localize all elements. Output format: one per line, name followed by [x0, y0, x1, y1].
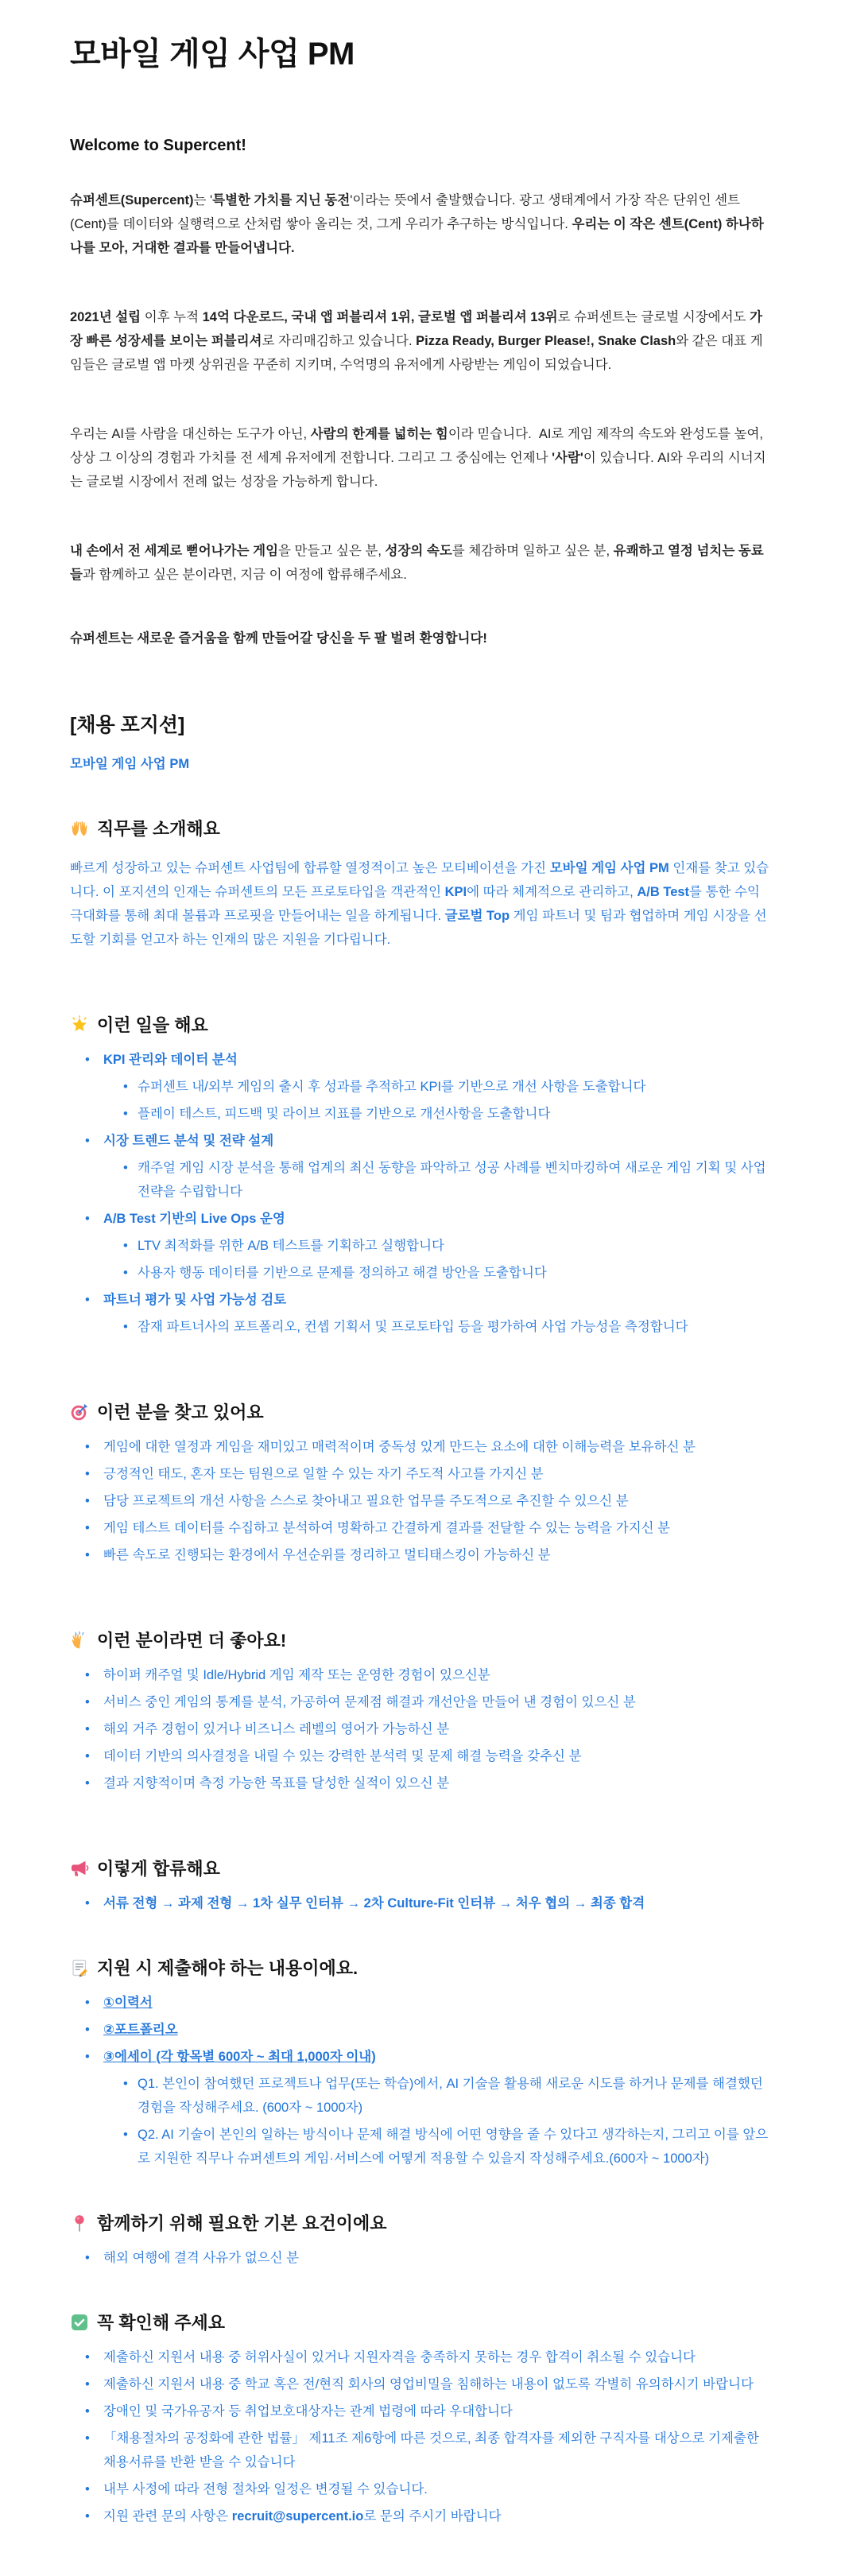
section-heading-process	[70, 1856, 771, 1880]
list-item: • 지원 관련 문의 사항은 recruit@supercent.io로 문의 주시기 바랍니다	[70, 2504, 771, 2528]
bullet-icon: •	[85, 1440, 90, 1454]
list-item: • 시장 트렌드 분석 및 전략 설계	[70, 1129, 771, 1153]
list-item: • 슈퍼센트 내/외부 게임의 출시 후 성과를 추적하고 KPI를 기반으로 개선 사항을 도출합니다	[70, 1075, 771, 1099]
list-item: • LTV 최적화를 위한 A/B 테스트를 기획하고 실행합니다	[70, 1234, 771, 1258]
megaphone-icon	[70, 1859, 89, 1878]
section-title: 꼭 확인해 주세요	[97, 2313, 225, 2333]
bullet-icon: •	[85, 2023, 90, 2037]
bullet-icon: •	[85, 1695, 90, 1709]
list-item: • Q2. AI 기술이 본인의 일하는 방식이나 문제 해결 방식에 어떤 영향을 줄 수 있다고 생각하는지, 그리고 이를 앞으로 지원한 직무나 슈퍼센트의 게임·서비스에 어떻게 적용할 수 있을지 작성해주세요.(600자 ~ 1000자)	[70, 2123, 771, 2171]
raised-hands-icon	[70, 819, 89, 838]
section-heading-requirements	[70, 1399, 771, 1424]
welcome-paragraph: 슈퍼센트는 새로운 즐거움을 함께 만들어갈 당신을 두 팔 벌려 환영합니다!	[70, 631, 487, 646]
bullet-icon: •	[85, 1293, 90, 1307]
section-title: 직무를 소개해요	[97, 819, 220, 839]
list-item: • 캐주얼 게임 시장 분석을 통해 업계의 최신 동향을 파악하고 성공 사례를 벤치마킹하여 새로운 게임 기획 및 사업 전략을 수립합니다	[70, 1156, 771, 1204]
bullet-icon: •	[123, 1239, 128, 1253]
page-title: 모바일 게임 사업 PM	[70, 37, 355, 72]
process-list	[70, 1891, 771, 1915]
section-title: 지원 시 제출해야 하는 내용이에요.	[97, 1958, 358, 1978]
bullet-icon: •	[85, 1134, 90, 1148]
list-item: • 게임에 대한 열정과 게임을 재미있고 매력적이며 중독성 있게 만드는 요소에 대한 이해능력을 보유하신 분	[70, 1435, 771, 1459]
bullet-icon: •	[85, 2377, 90, 2392]
list-item-link[interactable]: • ①이력서	[70, 1991, 771, 2015]
memo-icon	[70, 1958, 89, 1977]
list-item-link[interactable]: • ③에세이 (각 항목별 600자 ~ 최대 1,000자 이내)	[70, 2045, 771, 2069]
bullet-icon: •	[85, 2482, 90, 2496]
bullet-icon: •	[85, 2509, 90, 2524]
bullet-icon: •	[85, 2431, 90, 2446]
list-item: • Q1. 본인이 참여했던 프로젝트나 업무(또는 학습)에서, AI 기술을 활용해 새로운 시도를 하거나 문제를 해결했던 경험을 작성해주세요. (600자 ~ 1000자)	[70, 2072, 771, 2120]
section-heading-basic-requirements	[70, 2210, 771, 2235]
bullet-icon: •	[123, 1320, 128, 1334]
list-item: • 해외 거주 경험이 있거나 비즈니스 레벨의 영어가 가능하신 분	[70, 1717, 771, 1741]
list-item: • 담당 프로젝트의 개선 사항을 스스로 찾아내고 필요한 업무를 주도적으로 추진할 수 있으신 분	[70, 1489, 771, 1513]
dart-target-icon	[70, 1402, 89, 1422]
bullet-icon: •	[85, 1548, 90, 1562]
section-title: 이런 일을 해요	[97, 1015, 208, 1035]
list-item: • 「채용절차의 공정화에 관한 법률」 제11조 제6항에 따른 것으로, 최종 합격자를 제외한 구직자를 대상으로 기제출한 채용서류를 반환 받을 수 있습니다	[70, 2427, 771, 2474]
requirements-list	[70, 1435, 771, 1567]
bullet-icon: •	[85, 2251, 90, 2265]
section-heading-submission	[70, 1955, 771, 1980]
bullet-icon: •	[123, 1266, 128, 1280]
basic-requirements-list	[70, 2246, 771, 2270]
clapping-hands-icon	[70, 1631, 89, 1650]
bullet-icon: •	[85, 1521, 90, 1535]
list-item: • 결과 지향적이며 측정 가능한 목표를 달성한 실적이 있으신 분	[70, 1771, 771, 1795]
list-item: • 플레이 테스트, 피드백 및 라이브 지표를 기반으로 개선사항을 도출합니다	[70, 1102, 771, 1126]
welcome-paragraph: 2021년 설립 이후 누적 14억 다운로드, 국내 앱 퍼블리셔 1위, 글로벌 앱 퍼블리셔 13위로 슈퍼센트는 글로벌 시장에서도 가장 빠른 성장세를 보이는 퍼블리셔로 자리매김하고 있습니다. Pizza Ready, Burger Please!, Snake Clash와 같은 대표 게임들은 글로벌 앱 마켓 상위권을 꾸준히 지키며, 수억명의 유저에게 사랑받는 게임이 되었습니다.	[70, 310, 763, 372]
section-heading-job-intro	[70, 816, 771, 840]
list-item: • 긍정적인 태도, 혼자 또는 팀원으로 일할 수 있는 자기 주도적 사고를 가지신 분	[70, 1462, 771, 1486]
section-title: 이런 분을 찾고 있어요	[97, 1402, 264, 1422]
list-item: • 데이터 기반의 의사결정을 내릴 수 있는 강력한 분석력 및 문제 해결 능력을 갖추신 분	[70, 1744, 771, 1768]
bullet-icon: •	[85, 2050, 90, 2064]
responsibilities-list	[70, 1048, 771, 1339]
list-item: • 제출하신 지원서 내용 중 허위사실이 있거나 지원자격을 충족하지 못하는 경우 합격이 취소될 수 있습니다	[70, 2345, 771, 2369]
list-item: • 파트너 평가 및 사업 가능성 검토	[70, 1288, 771, 1312]
bullet-icon: •	[85, 1467, 90, 1481]
notice-list	[70, 2345, 771, 2528]
list-item: • 장애인 및 국가유공자 등 취업보호대상자는 관계 법령에 따라 우대합니다	[70, 2399, 771, 2423]
section-title: 이렇게 합류해요	[97, 1859, 220, 1879]
bullet-icon: •	[123, 1107, 128, 1121]
bullet-icon: •	[85, 1776, 90, 1790]
bullet-icon: •	[123, 2128, 128, 2142]
bullet-icon: •	[123, 2077, 128, 2091]
list-item: • 게임 테스트 데이터를 수집하고 분석하여 명확하고 간결하게 결과를 전달할 수 있는 능력을 가지신 분	[70, 1516, 771, 1540]
bullet-icon: •	[85, 1212, 90, 1226]
list-item: • 내부 사정에 따라 전형 절차와 일정은 변경될 수 있습니다.	[70, 2477, 771, 2501]
job-intro-paragraph: 빠르게 성장하고 있는 슈퍼센트 사업팀에 합류할 열정적이고 높은 모티베이션을 가진 모바일 게임 사업 PM 인재를 찾고 있습니다. 이 포지션의 인재는 슈퍼센트의 모든 프로토타입을 객관적인 KPI에 따라 체계적으로 관리하고, A/B Test를 통한 수익 극대화를 통해 최대 볼륨과 프로핏을 만들어내는 일을 하게됩니다. 글로벌 Top 게임 파트너 및 팀과 협업하며 게임 시장을 선도할 기회를 얻고자 하는 인재의 많은 지원을 기다립니다.	[70, 861, 769, 947]
list-item: • 제출하신 지원서 내용 중 학교 혹은 전/현직 회사의 영업비밀을 침해하는 내용이 없도록 각별히 유의하시기 바랍니다	[70, 2372, 771, 2396]
list-item: • 잠재 파트너사의 포트폴리오, 컨셉 기획서 및 프로토타입 등을 평가하여 사업 가능성을 측정합니다	[70, 1315, 771, 1339]
list-item: • KPI 관리와 데이터 분석	[70, 1048, 771, 1072]
list-item: • 사용자 행동 데이터를 기반으로 문제를 정의하고 해결 방안을 도출합니다	[70, 1261, 771, 1285]
bullet-icon: •	[123, 1161, 128, 1175]
section-heading-notice	[70, 2310, 771, 2334]
section-heading-preferred	[70, 1627, 771, 1652]
list-item-link[interactable]: • ②포트폴리오	[70, 2018, 771, 2042]
welcome-paragraph: 내 손에서 전 세계로 뻗어나가는 게임을 만들고 싶은 분, 성장의 속도를 체감하며 일하고 싶은 분, 유쾌하고 열정 넘치는 동료들과 함께하고 싶은 분이라면, 지금 이 여정에 합류해주세요.	[70, 544, 764, 582]
position-heading: [채용 포지션]	[70, 714, 185, 736]
bullet-icon: •	[85, 1668, 90, 1682]
submission-list	[70, 1991, 771, 2171]
section-heading-responsibilities	[70, 1012, 771, 1037]
bullet-icon: •	[85, 1896, 90, 1911]
section-title: 함께하기 위해 필요한 기본 요건이에요	[97, 2213, 387, 2233]
section-title: 이런 분이라면 더 좋아요!	[97, 1631, 287, 1651]
bullet-icon: •	[85, 1749, 90, 1763]
glowing-star-icon	[70, 1015, 89, 1034]
list-item: • 서류 전형 → 과제 전형 → 1차 실무 인터뷰 → 2차 Culture-Fit 인터뷰 → 처우 협의 → 최종 합격	[70, 1891, 771, 1915]
welcome-heading: Welcome to Supercent!	[70, 137, 246, 154]
list-item: • 해외 여행에 결격 사유가 없으신 분	[70, 2246, 771, 2270]
welcome-paragraph: 우리는 AI를 사람을 대신하는 도구가 아닌, 사람의 한계를 넓히는 힘이라 믿습니다. AI로 게임 제작의 속도와 완성도를 높여, 상상 그 이상의 경험과 가치를 전 세계 유저에게 전합니다. 그리고 그 중심에는 언제나 '사람'이 있습니다. AI와 우리의 시너지는 글로벌 시장에서 전례 없는 성장을 가능하게 합니다.	[70, 427, 767, 489]
bullet-icon: •	[85, 2350, 90, 2365]
check-icon	[70, 2313, 89, 2332]
welcome-paragraph: 슈퍼센트(Supercent)는 '특별한 가치를 지닌 동전'이라는 뜻에서 출발했습니다. 광고 생태계에서 가장 작은 단위인 센트(Cent)를 데이터와 실행력으로 산처럼 쌓아 올리는 것, 그게 우리가 추구하는 방식입니다. 우리는 이 작은 센트(Cent) 하나하나를 모아, 거대한 결과를 만들어냅니다.	[70, 193, 764, 255]
list-item: • A/B Test 기반의 Live Ops 운영	[70, 1207, 771, 1231]
preferred-list	[70, 1663, 771, 1795]
pushpin-icon	[70, 2213, 89, 2233]
bullet-icon: •	[85, 1053, 90, 1067]
list-item: • 하이퍼 캐주얼 및 Idle/Hybrid 게임 제작 또는 운영한 경험이 있으신분	[70, 1663, 771, 1687]
list-item: • 서비스 중인 게임의 통계를 분석, 가공하여 문제점 해결과 개선안을 만들어 낸 경험이 있으신 분	[70, 1690, 771, 1714]
bullet-icon: •	[123, 1080, 128, 1094]
bullet-icon: •	[85, 1722, 90, 1736]
position-link[interactable]: 모바일 게임 사업 PM	[70, 757, 190, 771]
bullet-icon: •	[85, 1494, 90, 1508]
list-item: • 빠른 속도로 진행되는 환경에서 우선순위를 정리하고 멀티태스킹이 가능하신 분	[70, 1543, 771, 1567]
bullet-icon: •	[85, 1996, 90, 2010]
bullet-icon: •	[85, 2404, 90, 2419]
